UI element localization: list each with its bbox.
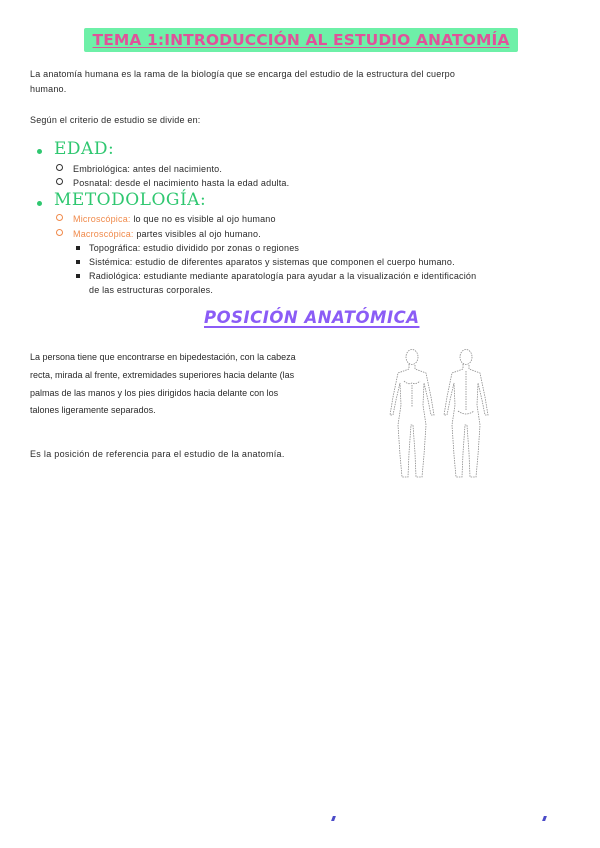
edad-item-posnatal: Posnatal: desde el nacimiento hasta la edad adulta. [73,178,290,188]
metodologia-heading: METODOLOGÍA: [54,190,207,210]
list-item [76,243,299,253]
front-body-figure [390,350,434,478]
list-item [76,257,455,267]
decorative-mark [331,816,336,821]
intro-line-2: humano. [30,84,67,94]
square-bullet-icon [76,246,80,250]
radiologica-text: Radiológica: estudiante mediante aparatología para ayudar a la visualización e identificación [89,271,477,281]
square-bullet-icon [76,274,80,278]
circle-bullet-icon [56,214,63,221]
posicion-heading: POSICIÓN ANATÓMICA [204,308,420,327]
list-item [76,271,476,281]
list-item [56,214,276,224]
topografica-text: Topográfica: estudio dividido por zonas o regiones [89,243,300,253]
page-title: TEMA 1:INTRODUCCIÓN AL ESTUDIO ANATOMÍA [84,28,518,52]
criterio-text: Según el criterio de estudio se divide en: [30,115,201,125]
list-item [56,164,222,174]
micro-text: lo que no es visible al ojo humano [130,214,276,224]
intro-line-1: La anatomía humana es la rama de la biología que se encarga del estudio de la estructura del cuerpo [30,69,456,79]
list-item [56,178,289,188]
edad-heading: EDAD: [54,139,115,159]
radiologica-continuation: de las estructuras corporales. [89,285,214,295]
circle-bullet-icon [56,164,63,171]
posicion-reference: Es la posición de referencia para el estudio de la anatomía. [30,449,285,459]
edad-item-embriologica: Embriológica: antes del nacimiento. [73,164,223,174]
macro-text: partes visibles al ojo humano. [133,229,261,239]
anatomical-figures-illustration [380,345,500,485]
decorative-mark [542,816,547,821]
bullet-dot-icon [37,201,42,206]
square-bullet-icon [76,260,80,264]
posicion-description: La persona tiene que encontrarse en bipedestación, con la cabeza recta, mirada al frente, extremidades superiores hacia delante (las palmas de las manos y los pies dirigidos hacia delante con los talones ligeramente separados. [30,352,296,416]
bullet-dot-icon [37,149,42,154]
sistemica-text: Sistémica: estudio de diferentes aparatos y sistemas que componen el cuerpo humano. [89,257,455,267]
circle-bullet-icon [56,178,63,185]
macro-label: Macroscópica: [73,229,134,239]
back-body-figure [444,350,488,478]
list-item [56,229,261,239]
micro-label: Microscópica: [73,214,131,224]
circle-bullet-icon [56,229,63,236]
